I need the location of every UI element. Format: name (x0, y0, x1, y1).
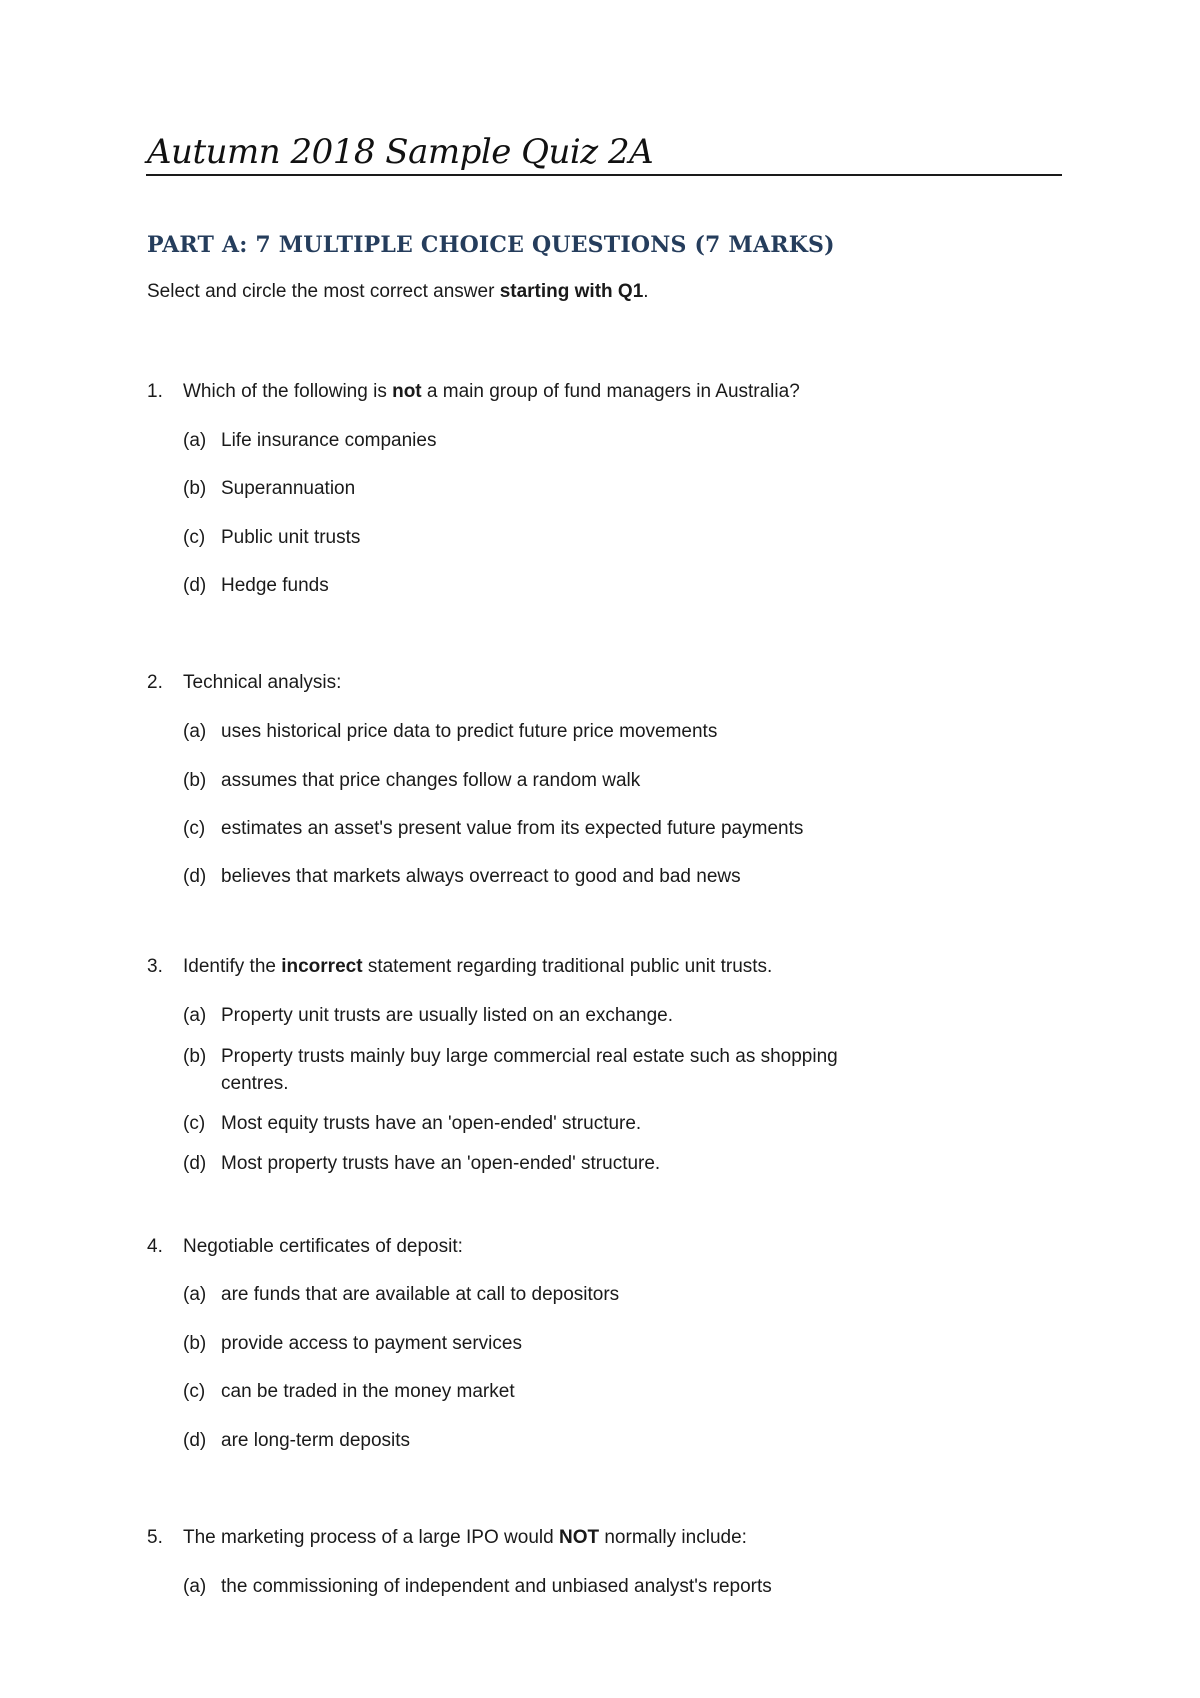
option-letter: (b) (183, 1046, 207, 1067)
option-text: Public unit trusts (221, 527, 361, 548)
option-letter: (d) (183, 1430, 207, 1451)
option-letter: (c) (183, 1381, 206, 1402)
question-number: 1. (147, 381, 163, 402)
option-text: Property trusts mainly buy large commercial real estate such as shopping (221, 1046, 838, 1067)
option-letter: (d) (183, 866, 207, 887)
option-text: provide access to payment services (221, 1333, 522, 1354)
question-text: Technical analysis: (183, 672, 342, 693)
option-letter: (a) (183, 430, 207, 451)
option-letter: (a) (183, 721, 207, 742)
option-4d[interactable] (183, 1430, 410, 1452)
option-text: the commissioning of independent and unbiased analyst's reports (221, 1576, 772, 1597)
option-letter: (b) (183, 1333, 207, 1354)
option-4c[interactable] (183, 1381, 515, 1403)
option-text: uses historical price data to predict future price movements (221, 721, 718, 742)
option-text: Superannuation (221, 478, 356, 499)
section-heading: PART A: 7 MULTIPLE CHOICE QUESTIONS (7 MARKS) (147, 232, 835, 258)
option-letter: (b) (183, 770, 207, 791)
option-5a[interactable] (183, 1576, 772, 1598)
question-text: Identify the (183, 956, 282, 977)
question-emphasis: incorrect (281, 956, 363, 977)
question-number: 4. (147, 1236, 163, 1257)
option-1b[interactable] (183, 478, 355, 500)
option-letter: (a) (183, 1576, 207, 1597)
option-2a[interactable] (183, 721, 717, 743)
option-text: Most equity trusts have an 'open-ended' structure. (221, 1113, 642, 1134)
option-text: believes that markets always overreact to good and bad news (221, 866, 741, 887)
option-letter: (b) (183, 478, 207, 499)
option-2c[interactable] (183, 818, 803, 840)
option-text: are funds that are available at call to depositors (221, 1284, 620, 1305)
question-emphasis: NOT (558, 1527, 600, 1548)
question-number: 3. (147, 956, 163, 977)
option-letter: (a) (183, 1284, 207, 1305)
question-2 (147, 672, 341, 694)
option-text: can be traded in the money market (221, 1381, 515, 1402)
option-3a[interactable] (183, 1005, 673, 1027)
question-text: Negotiable certificates of deposit: (183, 1236, 463, 1257)
instructions-emphasis: starting with Q1 (499, 281, 644, 302)
instructions-end: . (643, 281, 649, 302)
option-text: Life insurance companies (221, 430, 437, 451)
option-text: Most property trusts have an 'open-ended' structure. (221, 1153, 661, 1174)
question-1 (147, 381, 800, 403)
option-letter: (c) (183, 1113, 206, 1134)
question-emphasis: not (392, 381, 422, 402)
option-letter: (c) (183, 818, 206, 839)
option-3d[interactable] (183, 1153, 660, 1175)
option-letter: (a) (183, 1005, 207, 1026)
option-4b[interactable] (183, 1333, 522, 1355)
question-text: The marketing process of a large IPO would (183, 1527, 559, 1548)
option-text: Property unit trusts are usually listed on an exchange. (221, 1005, 674, 1026)
question-text: Which of the following is (183, 381, 393, 402)
question-text-end: statement regarding traditional public unit trusts. (362, 956, 773, 977)
question-3 (147, 956, 772, 978)
option-1c[interactable] (183, 527, 360, 549)
document-title: Autumn 2018 Sample Quiz 2A (147, 132, 654, 172)
title-underline (146, 174, 1062, 176)
option-letter: (d) (183, 1153, 207, 1174)
option-4a[interactable] (183, 1284, 619, 1306)
instructions-text (147, 281, 649, 303)
question-text-end: a main group of fund managers in Australia? (421, 381, 800, 402)
option-1a[interactable] (183, 430, 436, 452)
option-2b[interactable] (183, 770, 640, 792)
question-5 (147, 1527, 747, 1549)
option-text: assumes that price changes follow a random walk (221, 770, 641, 791)
option-text: estimates an asset's present value from its expected future payments (221, 818, 804, 839)
option-letter: (c) (183, 527, 206, 548)
option-3b-continuation: centres. (221, 1073, 289, 1094)
option-3b[interactable] (183, 1046, 838, 1068)
question-number: 5. (147, 1527, 163, 1548)
option-text: are long-term deposits (221, 1430, 411, 1451)
question-text-end: normally include: (599, 1527, 747, 1548)
option-text: Hedge funds (221, 575, 329, 596)
question-4 (147, 1236, 463, 1258)
question-number: 2. (147, 672, 163, 693)
option-1d[interactable] (183, 575, 329, 597)
option-letter: (d) (183, 575, 207, 596)
instructions-lead: Select and circle the most correct answer (147, 281, 500, 302)
option-3c[interactable] (183, 1113, 641, 1135)
option-2d[interactable] (183, 866, 741, 888)
